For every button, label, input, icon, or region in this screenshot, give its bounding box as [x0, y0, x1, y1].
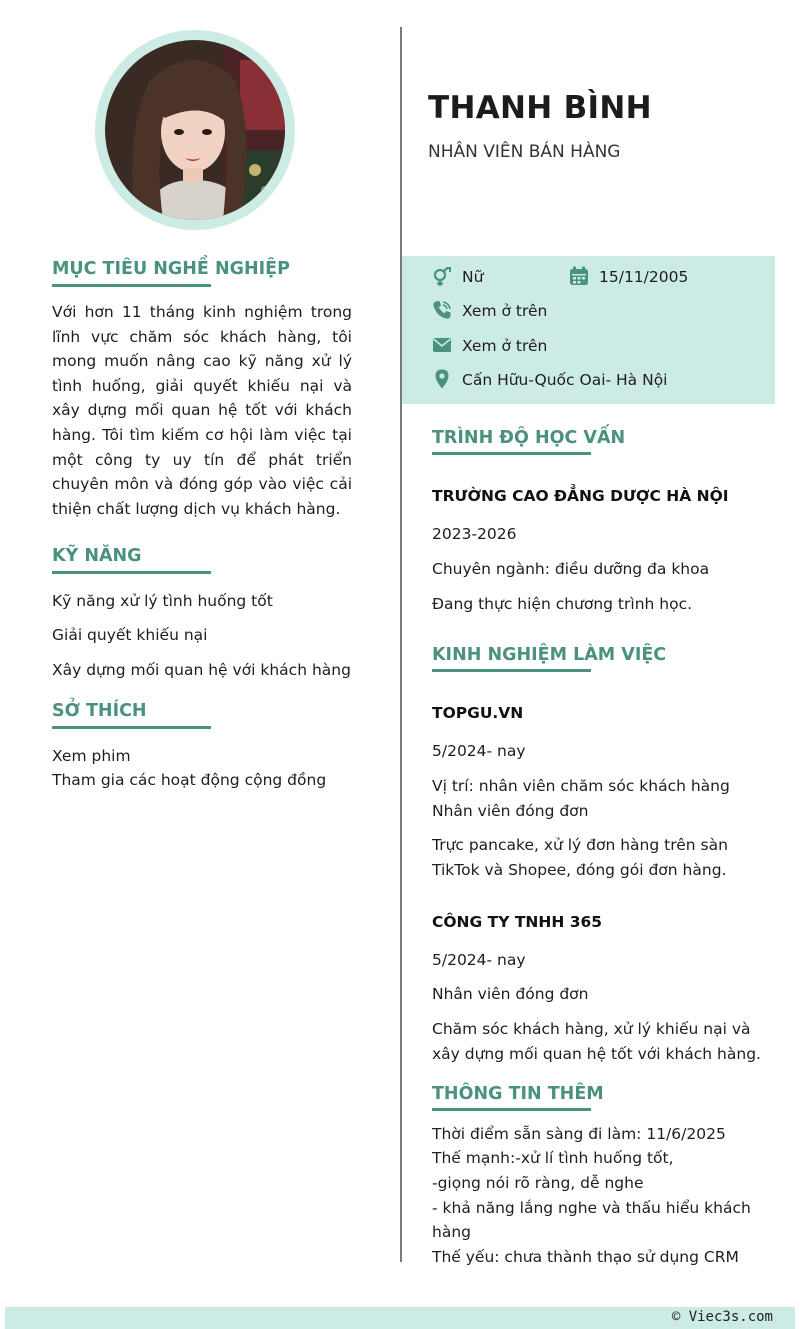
job-position: Vị trí: nhân viên chăm sóc khách hàng: [432, 777, 730, 795]
objective-text: Với hơn 11 tháng kinh nghiệm trong lĩnh vực chăm sóc khách hàng, tôi mong muốn nâng cao kỹ năng xử lý tình huống, giải quyết khiếu nại và xây dựng mối quan hệ tốt với khách hàng. Tôi tìm kiếm cơ hội làm việc tại một công ty uy tín để phát triển chuyên môn và đóng góp vào việc cải thiện chất lượng dịch vụ khách hàng.: [52, 303, 352, 518]
hobby-item: Tham gia các hoạt động cộng đồng: [52, 771, 327, 789]
additional-line: - khả năng lắng nghe và thấu hiểu khách: [432, 1199, 751, 1217]
job-period: 5/2024- nay: [432, 951, 526, 969]
gender-value: Nữ: [462, 268, 484, 286]
avatar-ring: [95, 30, 295, 230]
job-description: TikTok và Shopee, đóng gói đơn hàng.: [432, 861, 727, 879]
candidate-name: THANH BÌNH: [428, 90, 652, 126]
education-title: TRÌNH ĐỘ HỌC VẤN: [432, 428, 626, 448]
email-value: Xem ở trên: [462, 337, 548, 355]
skill-item: Kỹ năng xử lý tình huống tốt: [52, 592, 273, 610]
hobbies-underline: [52, 726, 211, 729]
address-value: Cấn Hữu-Quốc Oai- Hà Nội: [462, 371, 668, 389]
objective-underline: [52, 284, 211, 287]
hobby-item: Xem phim: [52, 747, 131, 765]
job-description: Chăm sóc khách hàng, xử lý khiếu nại và: [432, 1020, 751, 1038]
hobbies-title: SỞ THÍCH: [52, 701, 147, 721]
additional-underline: [432, 1108, 591, 1111]
additional-line: -giọng nói rõ ràng, dễ nghe: [432, 1174, 644, 1192]
calendar-icon: [569, 266, 589, 286]
job-title: NHÂN VIÊN BÁN HÀNG: [428, 142, 621, 162]
skill-item: Xây dựng mối quan hệ với khách hàng: [52, 661, 351, 679]
education-major: Chuyên ngành: điều dưỡng đa khoa: [432, 560, 710, 578]
map-pin-icon: [432, 369, 452, 389]
additional-line: Thế mạnh:-xử lí tình huống tốt,: [432, 1149, 674, 1167]
experience-underline: [432, 669, 591, 672]
objective-title: MỤC TIÊU NGHỀ NGHIỆP: [52, 259, 290, 279]
skills-underline: [52, 571, 211, 574]
envelope-icon: [432, 335, 452, 355]
gender-icon: [432, 267, 452, 287]
job-description: Trực pancake, xử lý đơn hàng trên sàn: [432, 836, 728, 854]
footer-bar: [5, 1307, 795, 1329]
column-divider: [400, 27, 402, 1262]
education-status: Đang thực hiện chương trình học.: [432, 595, 693, 613]
contact-panel: [402, 256, 775, 404]
job-period: 5/2024- nay: [432, 742, 526, 760]
experience-title: KINH NGHIỆM LÀM VIỆC: [432, 645, 667, 665]
job-description: xây dựng mối quan hệ tốt với khách hàng.: [432, 1045, 761, 1063]
company-name: CÔNG TY TNHH 365: [432, 913, 603, 931]
education-period: 2023-2026: [432, 525, 517, 543]
company-name: TOPGU.VN: [432, 704, 524, 722]
skill-item: Giải quyết khiếu nại: [52, 626, 208, 644]
school-name: TRƯỜNG CAO ĐẲNG DƯỢC HÀ NỘI: [432, 487, 729, 505]
job-position: Nhân viên đóng đơn: [432, 985, 589, 1003]
phone-icon: [432, 300, 452, 320]
job-position: Nhân viên đóng đơn: [432, 802, 589, 820]
birthday-value: 15/11/2005: [599, 268, 689, 286]
footer-credit[interactable]: © Viec3s.com: [671, 1309, 773, 1325]
education-underline: [432, 452, 591, 455]
additional-line: hàng: [432, 1223, 471, 1241]
avatar: [105, 40, 285, 220]
additional-line: Thời điểm sẵn sàng đi làm: 11/6/2025: [432, 1125, 726, 1143]
additional-line: Thế yếu: chưa thành thạo sử dụng CRM: [432, 1248, 739, 1266]
additional-title: THÔNG TIN THÊM: [432, 1084, 604, 1104]
skills-title: KỸ NĂNG: [52, 546, 142, 566]
phone-value: Xem ở trên: [462, 302, 548, 320]
